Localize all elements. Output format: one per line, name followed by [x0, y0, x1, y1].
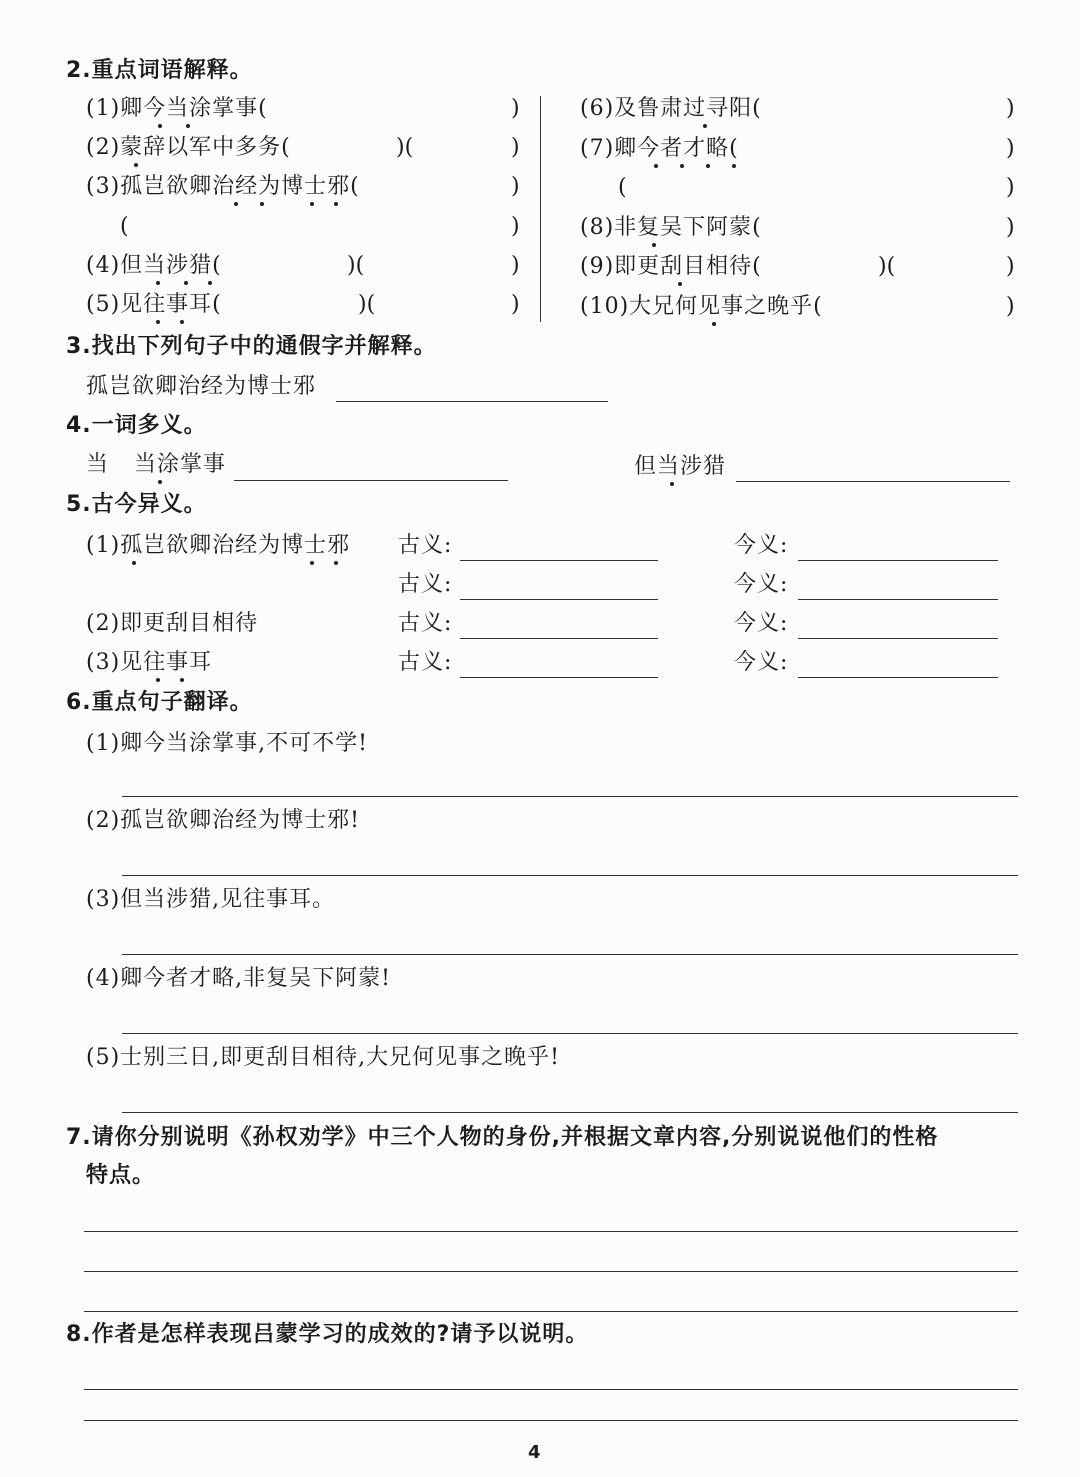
q2-item-8: (8)非复吴下阿蒙( [580, 215, 762, 240]
q4-answer-blank-2[interactable] [736, 481, 1010, 482]
q6-item-1-answer-line[interactable] [122, 796, 1018, 797]
q2-item-2-close: ) [511, 135, 520, 160]
q3-heading: 3.找出下列句子中的通假字并解释。 [66, 334, 437, 359]
q6-item-1: (1)卿今当涂掌事,不可不学! [86, 731, 368, 756]
q2-item-4-close: ) [511, 253, 520, 278]
emphasis-dot [652, 243, 656, 247]
emphasis-dot [180, 320, 184, 324]
emphasis-dot [156, 678, 160, 682]
q5-item-3-gu-label: 古义: [398, 650, 453, 675]
q6-item-2-answer-line[interactable] [122, 875, 1018, 876]
q2-item-3-cont: ( [120, 214, 130, 239]
q2-item-4: (4)但当涉猎( [86, 253, 222, 278]
q3-sentence: 孤岂欲卿治经为博士邪 [86, 374, 317, 399]
emphasis-dot [260, 202, 264, 206]
q5-item-2-jin-label: 今义: [734, 611, 789, 636]
q7-answer-line-3[interactable] [84, 1311, 1018, 1312]
q6-item-5: (5)士别三日,即更刮目相待,大兄何见事之晚乎! [86, 1045, 560, 1070]
q5-item-1-gu-blank[interactable] [460, 560, 658, 561]
q2-item-3-cont-close: ) [511, 214, 520, 239]
q5-item-2-gu-blank[interactable] [460, 638, 658, 639]
emphasis-dot [706, 164, 710, 168]
q5-item-1-jin-label: 今义: [734, 533, 789, 558]
q7-answer-line-1[interactable] [84, 1231, 1018, 1232]
q2-item-5-close: ) [511, 292, 520, 317]
q5-item-1b-gu-label: 古义: [398, 572, 453, 597]
q4-heading: 4.一词多义。 [66, 413, 207, 438]
emphasis-dot [680, 164, 684, 168]
emphasis-dot [186, 124, 190, 128]
emphasis-dot [208, 281, 212, 285]
q6-item-2: (2)孤岂欲卿治经为博士邪! [86, 808, 361, 833]
q6-item-5-answer-line[interactable] [122, 1112, 1018, 1113]
q2-item-10: (10)大兄何见事之晚乎( [580, 294, 823, 319]
q2-item-7-cont-close: ) [1006, 175, 1015, 200]
q2-item-10-close: ) [1006, 294, 1015, 319]
emphasis-dot [158, 480, 162, 484]
q8-question: 8.作者是怎样表现吕蒙学习的成效的?请予以说明。 [66, 1322, 589, 1347]
q2-item-5: (5)见往事耳( [86, 292, 222, 317]
q6-item-3-answer-line[interactable] [122, 954, 1018, 955]
q5-item-3-jin-label: 今义: [734, 650, 789, 675]
column-divider [540, 96, 541, 322]
q2-item-9-close: ) [1006, 254, 1015, 279]
q2-item-4-mid: )( [347, 253, 365, 278]
q5-heading: 5.古今异义。 [66, 492, 207, 517]
q5-item-2-jin-blank[interactable] [798, 638, 998, 639]
q2-item-2-mid: )( [396, 135, 414, 160]
q2-item-2: (2)蒙辞以军中多务( [86, 135, 291, 160]
q5-item-3-jin-blank[interactable] [798, 677, 998, 678]
q2-item-6: (6)及鲁肃过寻阳( [580, 96, 762, 121]
emphasis-dot [732, 164, 736, 168]
q2-item-1: (1)卿今当涂掌事( [86, 96, 268, 121]
emphasis-dot [712, 322, 716, 326]
q8-answer-line-2[interactable] [84, 1420, 1018, 1421]
emphasis-dot [678, 282, 682, 286]
q4-answer-blank-1[interactable] [234, 480, 508, 481]
q7-question-line-2: 特点。 [86, 1163, 156, 1188]
emphasis-dot [334, 561, 338, 565]
q6-item-3: (3)但当涉猎,见往事耳。 [86, 887, 336, 912]
q6-item-4-answer-line[interactable] [122, 1033, 1018, 1034]
q2-item-1-close: ) [511, 96, 520, 121]
page-number: 4 [528, 1442, 541, 1463]
q3-answer-blank[interactable] [336, 401, 608, 402]
emphasis-dot [334, 202, 338, 206]
q7-answer-line-2[interactable] [84, 1271, 1018, 1272]
q2-item-7: (7)卿今者才略( [580, 136, 739, 161]
emphasis-dot [158, 124, 162, 128]
q6-item-4: (4)卿今者才略,非复吴下阿蒙! [86, 966, 391, 991]
q5-item-1b-gu-blank[interactable] [460, 599, 658, 600]
q2-item-7-cont: ( [618, 175, 628, 200]
emphasis-dot [180, 678, 184, 682]
emphasis-dot [134, 163, 138, 167]
q5-item-3: (3)见往事耳 [86, 650, 213, 675]
q5-item-2-gu-label: 古义: [398, 611, 453, 636]
q2-item-9-mid: )( [878, 254, 896, 279]
emphasis-dot [703, 124, 707, 128]
emphasis-dot [156, 320, 160, 324]
q2-item-3-close: ) [511, 174, 520, 199]
q2-item-3: (3)孤岂欲卿治经为博士邪( [86, 174, 360, 199]
emphasis-dot [310, 202, 314, 206]
q2-item-6-close: ) [1006, 96, 1015, 121]
q2-item-5-mid: )( [358, 292, 376, 317]
q5-item-2: (2)即更刮目相待 [86, 611, 259, 636]
emphasis-dot [310, 561, 314, 565]
q2-item-8-close: ) [1006, 215, 1015, 240]
q5-item-3-gu-blank[interactable] [460, 677, 658, 678]
q5-item-1-gu-label: 古义: [398, 533, 453, 558]
q6-heading: 6.重点句子翻译。 [66, 690, 253, 715]
q4-example-1: 当涂掌事 [134, 452, 227, 477]
q2-item-7-close: ) [1006, 136, 1015, 161]
q7-question-line-1: 7.请你分别说明《孙权劝学》中三个人物的身份,并根据文章内容,分别说说他们的性格 [66, 1125, 939, 1150]
q5-item-1b-jin-blank[interactable] [798, 599, 998, 600]
q5-item-1: (1)孤岂欲卿治经为博士邪 [86, 533, 351, 558]
emphasis-dot [654, 164, 658, 168]
q4-word: 当 [86, 452, 110, 477]
emphasis-dot [156, 281, 160, 285]
q4-example-2: 但当涉猎 [634, 454, 727, 479]
q2-heading: 2.重点词语解释。 [66, 58, 253, 83]
q8-answer-line-1[interactable] [84, 1389, 1018, 1390]
q5-item-1-jin-blank[interactable] [798, 560, 998, 561]
emphasis-dot [670, 482, 674, 486]
emphasis-dot [132, 561, 136, 565]
q5-item-1b-jin-label: 今义: [734, 572, 789, 597]
q2-item-9: (9)即更刮目相待( [580, 254, 762, 279]
emphasis-dot [184, 281, 188, 285]
emphasis-dot [234, 202, 238, 206]
